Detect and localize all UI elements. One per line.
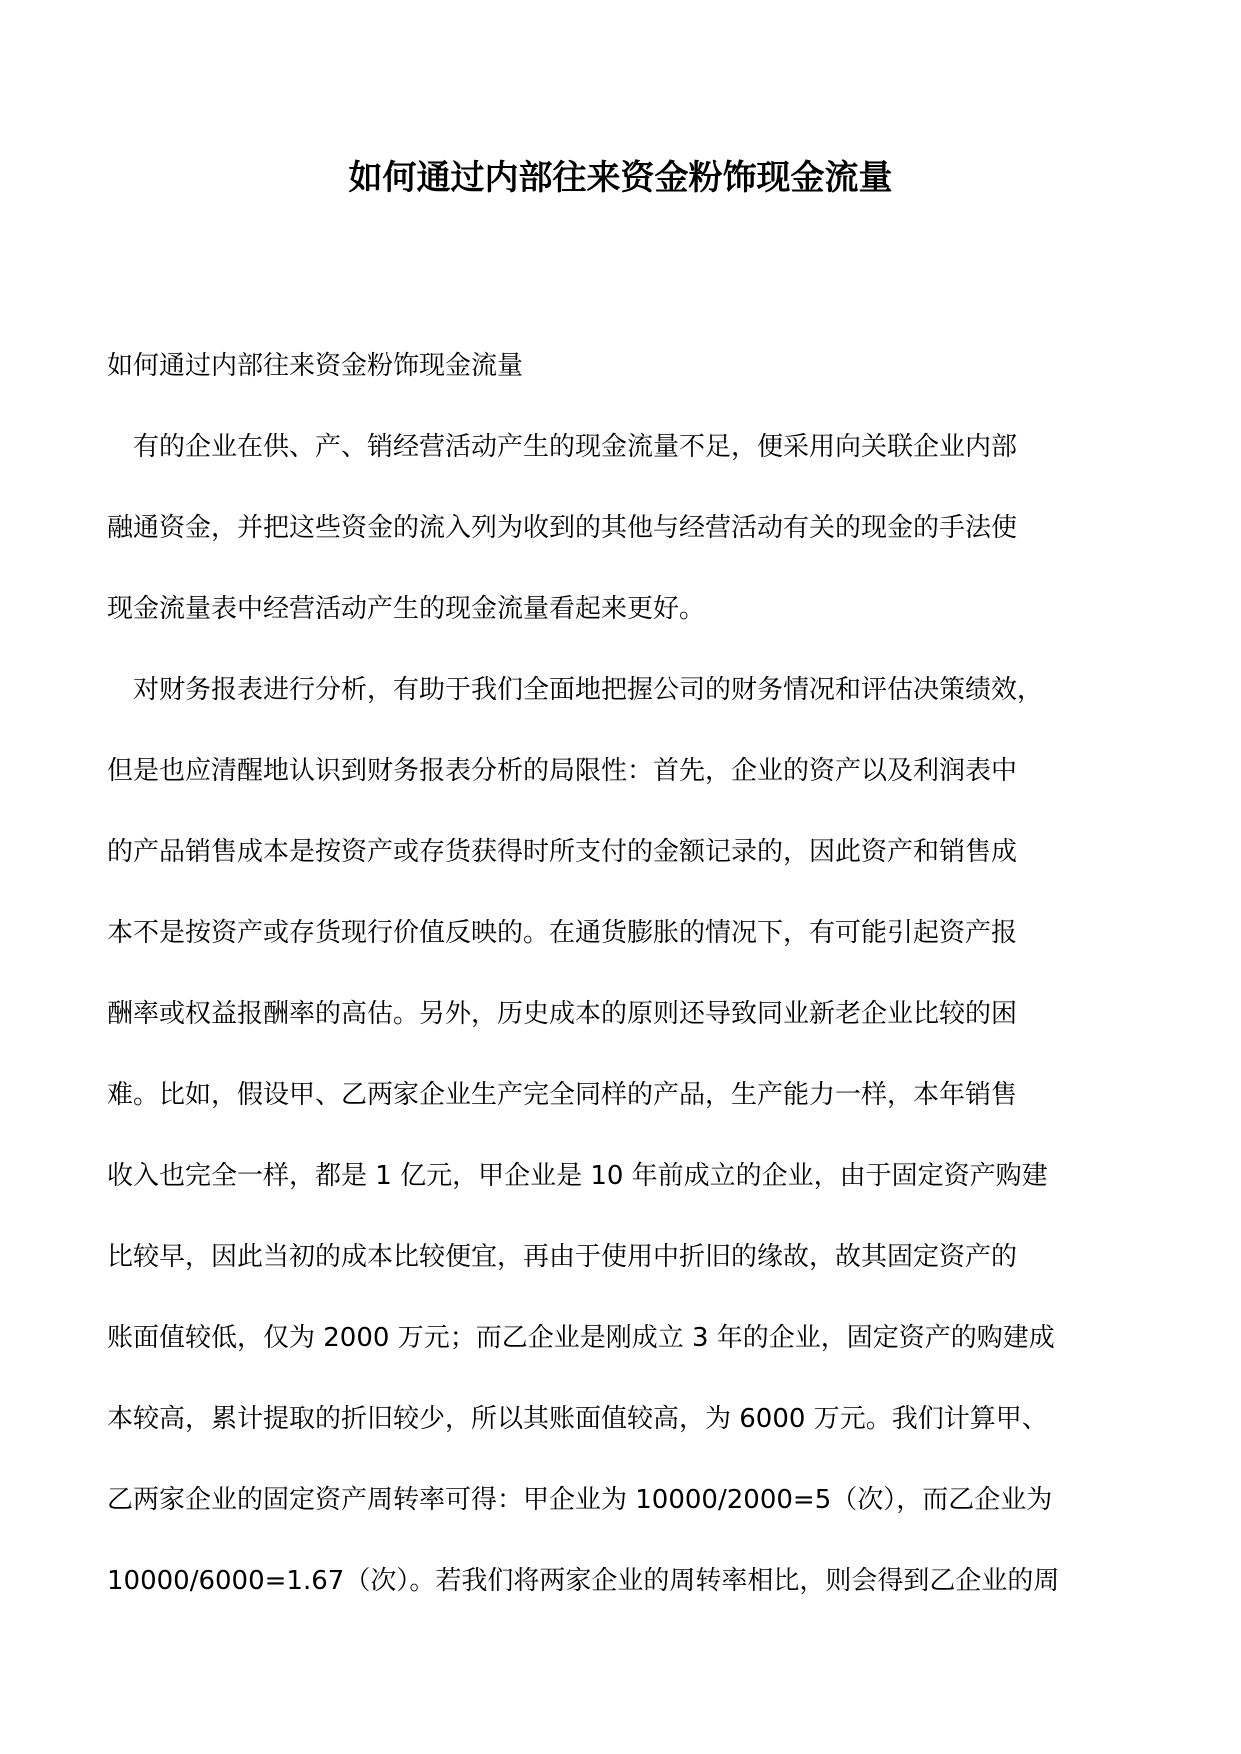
paragraph-2-line: 10000/6000=1.67（次）。若我们将两家企业的周转率相比，则会得到乙企业的周 (107, 1566, 1060, 1596)
paragraph-2-line: 比较早，因此当初的成本比较便宜，再由于使用中折旧的缘故，故其固定资产的 (107, 1242, 1018, 1272)
document-title: 如何通过内部往来资金粉饰现金流量 (348, 158, 893, 198)
paragraph-1-line: 融通资金，并把这些资金的流入列为收到的其他与经营活动有关的现金的手法使 (107, 513, 1018, 543)
paragraph-2-line: 收入也完全一样，都是 1 亿元，甲企业是 10 年前成立的企业，由于固定资产购建 (107, 1161, 1048, 1191)
document-subtitle: 如何通过内部往来资金粉饰现金流量 (107, 351, 524, 381)
paragraph-2-line: 乙两家企业的固定资产周转率可得：甲企业为 10000/2000=5（次），而乙企业为 (107, 1485, 1053, 1515)
paragraph-1 (107, 407, 1137, 650)
paragraph-1-line: 现金流量表中经营活动产生的现金流量看起来更好。 (107, 594, 706, 624)
paragraph-2-line: 酬率或权益报酬率的高估。另外，历史成本的原则还导致同业新老企业比较的困 (107, 999, 1018, 1029)
paragraph-2-line: 对财务报表进行分析，有助于我们全面地把握公司的财务情况和评估决策绩效， (107, 675, 1044, 705)
paragraph-2-line: 的产品销售成本是按资产或存货获得时所支付的金额记录的，因此资产和销售成 (107, 837, 1018, 867)
paragraph-2-line: 难。比如，假设甲、乙两家企业生产完全同样的产品，生产能力一样，本年销售 (107, 1080, 1018, 1110)
paragraph-2-line: 但是也应清醒地认识到财务报表分析的局限性：首先，企业的资产以及利润表中 (107, 756, 1018, 786)
paragraph-1-line: 有的企业在供、产、销经营活动产生的现金流量不足，便采用向关联企业内部 (107, 432, 1018, 462)
paragraph-2-line: 账面值较低，仅为 2000 万元；而乙企业是刚成立 3 年的企业，固定资产的购建成 (107, 1323, 1055, 1353)
paragraph-2 (107, 650, 1137, 1622)
paragraph-2-line: 本较高，累计提取的折旧较少，所以其账面值较高，为 6000 万元。我们计算甲、 (107, 1404, 1048, 1434)
paragraph-2-line: 本不是按资产或存货现行价值反映的。在通货膨胀的情况下，有可能引起资产报 (107, 918, 1018, 948)
